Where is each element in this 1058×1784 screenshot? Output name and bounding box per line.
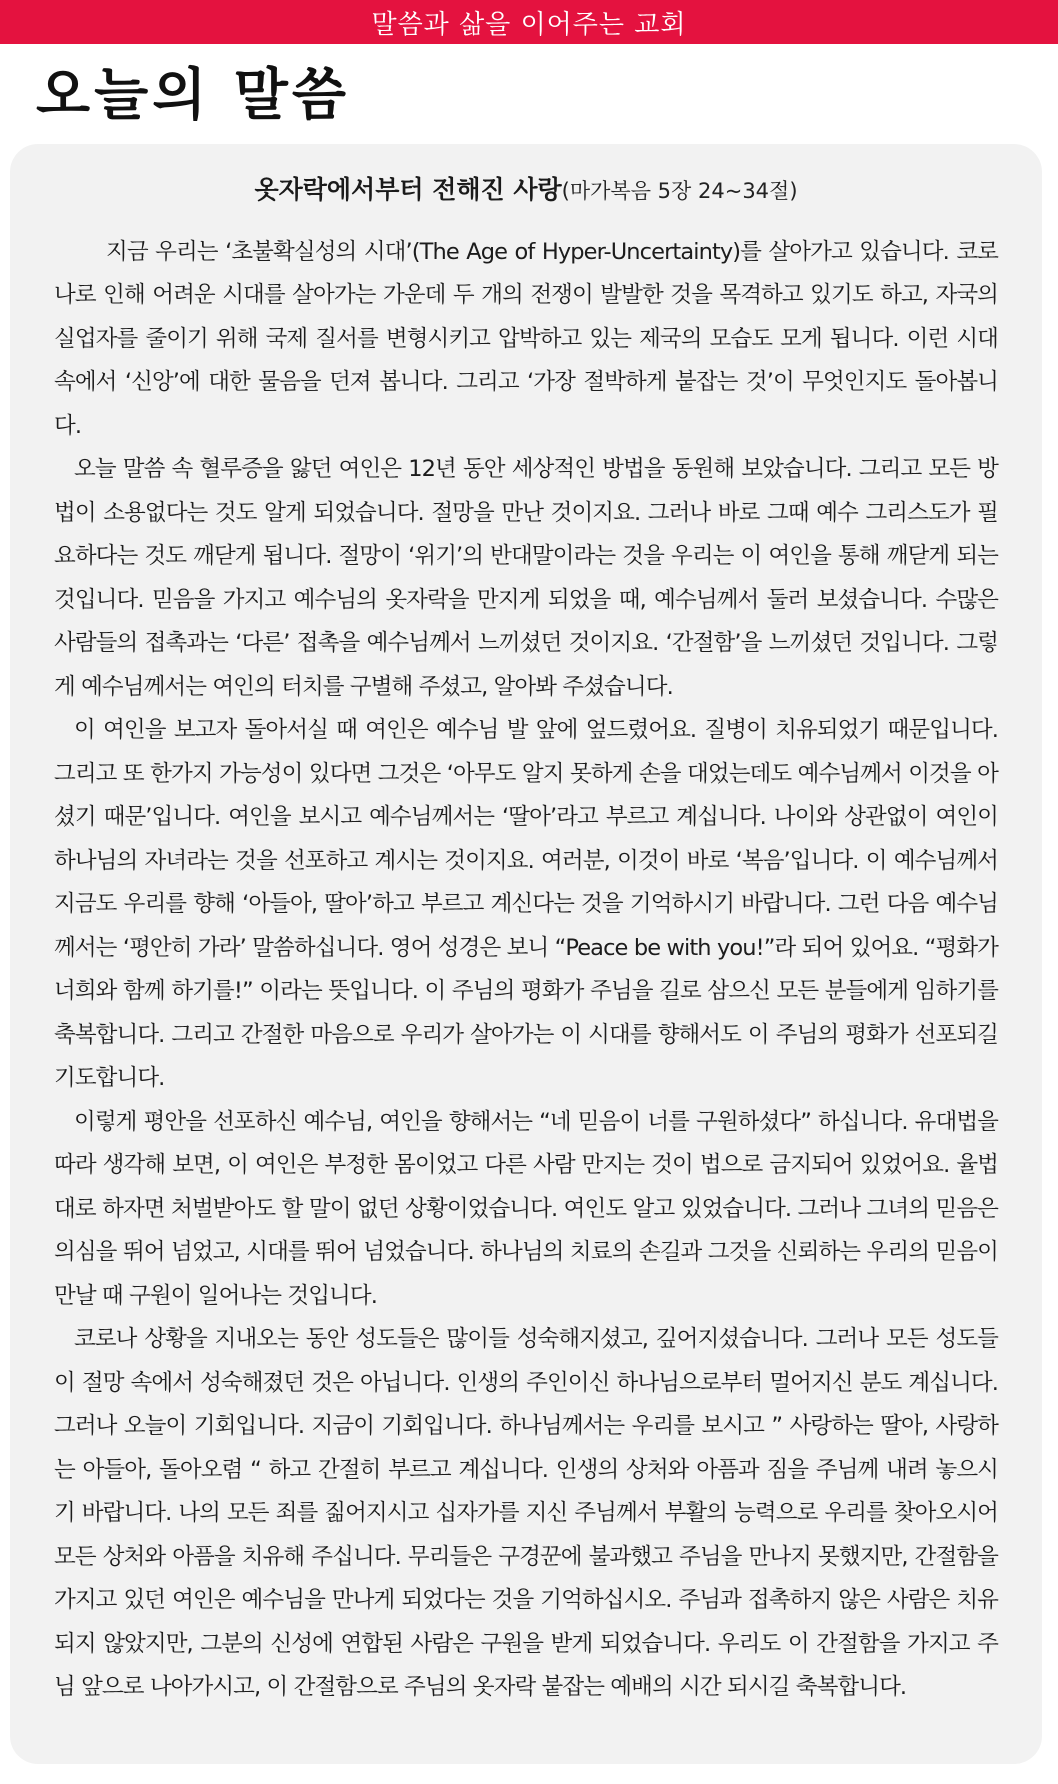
sermon-header [54, 174, 998, 207]
sermon-paragraph: 지금 우리는 ‘초불확실성의 시대’(The Age of Hyper-Uncertainty)를 살아가고 있습니다. 코로나로 인해 어려운 시대를 살아가는 가운데 두 개의 전쟁이 발발한 것을 목격하고 있기도 하고, 자국의 실업자를 줄이기 위해 국제 질서를 변형시키고 압박하고 있는 제국의 모습도 모게 됩니다. 이런 시대 속에서 ‘신앙’에 대한 물음을 던져 봅니다. 그리고 ‘가장 절박하게 붙잡는 것’이 무엇인지도 돌아봅니다. [54, 238, 998, 439]
sermon-paragraph: 코로나 상황을 지내오는 동안 성도들은 많이들 성숙해지셨고, 깊어지셨습니다. 그러나 모든 성도들이 절망 속에서 성숙해졌던 것은 아닙니다. 인생의 주인이신 하나님으로부터 멀어지신 분도 계십니다. 그러나 오늘이 기회입니다. 지금이 기회입니다. 하나님께서는 우리를 보시고 ” 사랑하는 딸아, 사랑하는 아들아, 돌아오렴 “ 하고 간절히 부르고 계십니다. 인생의 상처와 아픔과 짐을 주님께 내려 놓으시기 바랍니다. 나의 모든 죄를 짊어지시고 십자가를 지신 주님께서 부활의 능력으로 우리를 찾아오시어 모든 상처와 아픔을 치유해 주십니다. 무리들은 구경꾼에 불과했고 주님을 만나지 못했지만, 간절함을 가지고 있던 여인은 예수님을 만나게 되었다는 것을 기억하십시오. 주님과 접촉하지 않은 사람은 치유되지 않았지만, 그분의 신성에 연합된 사람은 구원을 받게 되었습니다. 우리도 이 간절함을 가지고 주님 앞으로 나아가시고, 이 간절함으로 주님의 옷자락 붙잡는 예배의 시간 되시길 축복합니다. [54, 1326, 998, 1700]
sermon-title: 옷자락에서부터 전해진 사랑 [254, 175, 562, 204]
sermon-paragraph: 이렇게 평안을 선포하신 예수님, 여인을 향해서는 “네 믿음이 너를 구원하셨다” 하십니다. 유대법을 따라 생각해 보면, 이 여인은 부정한 몸이었고 다른 사람 만지는 것이 법으로 금지되어 있었어요. 율법대로 하자면 처벌받아도 할 말이 없던 상황이었습니다. 여인도 알고 있었습니다. 그러나 그녀의 믿음은 의심을 뛰어 넘었고, 시대를 뛰어 넘었습니다. 하나님의 치료의 손길과 그것을 신뢰하는 우리의 믿음이 만날 때 구원이 일어나는 것입니다. [54, 1108, 998, 1309]
scripture-reference: (마가복음 5장 24~34절) [561, 179, 798, 203]
sermon-paragraph: 오늘 말씀 속 혈루증을 앓던 여인은 12년 동안 세상적인 방법을 동원해 보았습니다. 그리고 모든 방법이 소용없다는 것도 알게 되었습니다. 절망을 만난 것이지요. 그러나 바로 그때 예수 그리스도가 필요하다는 것도 깨닫게 됩니다. 절망이 ‘위기’의 반대말이라는 것을 우리는 이 여인을 통해 깨닫게 되는 것입니다. 믿음을 가지고 예수님의 옷자락을 만지게 되었을 때, 예수님께서 둘러 보셨습니다. 수많은 사람들의 접촉과는 ‘다른’ 접촉을 예수님께서 느끼셨던 것이지요. ‘간절함’을 느끼셨던 것입니다. 그렇게 예수님께서는 여인의 터치를 구별해 주셨고, 알아봐 주셨습니다. [54, 456, 998, 700]
sermon-paragraph: 이 여인을 보고자 돌아서실 때 여인은 예수님 발 앞에 엎드렸어요. 질병이 치유되었기 때문입니다. 그리고 또 한가지 가능성이 있다면 그것은 ‘아무도 알지 못하게 손을 대었는데도 예수님께서 이것을 아셨기 때문’입니다. 여인을 보시고 예수님께서는 ‘딸아’라고 부르고 계십니다. 나이와 상관없이 여인이 하나님의 자녀라는 것을 선포하고 계시는 것이지요. 여러분, 이것이 바로 ‘복음’입니다. 이 예수님께서 지금도 우리를 향해 ‘아들아, 딸아’하고 부르고 계신다는 것을 기억하시기 바랍니다. 그런 다음 예수님께서는 ‘평안히 가라’ 말씀하십니다. 영어 성경은 보니 “Peace be with you!”라 되어 있어요. “평화가 너희와 함께 하기를!” 이라는 뜻입니다. 이 주님의 평화가 주님을 길로 삼으신 모든 분들에게 임하기를 축복합니다. 그리고 간절한 마음으로 우리가 살아가는 이 시대를 향해서도 이 주님의 평화가 선포되길 기도합니다. [54, 717, 998, 1091]
sermon-card [10, 144, 1042, 1764]
church-banner [0, 0, 1058, 44]
banner-text: 말씀과 삶을 이어주는 교회 [371, 9, 687, 40]
page-title: 오늘의 말씀 [36, 63, 350, 128]
